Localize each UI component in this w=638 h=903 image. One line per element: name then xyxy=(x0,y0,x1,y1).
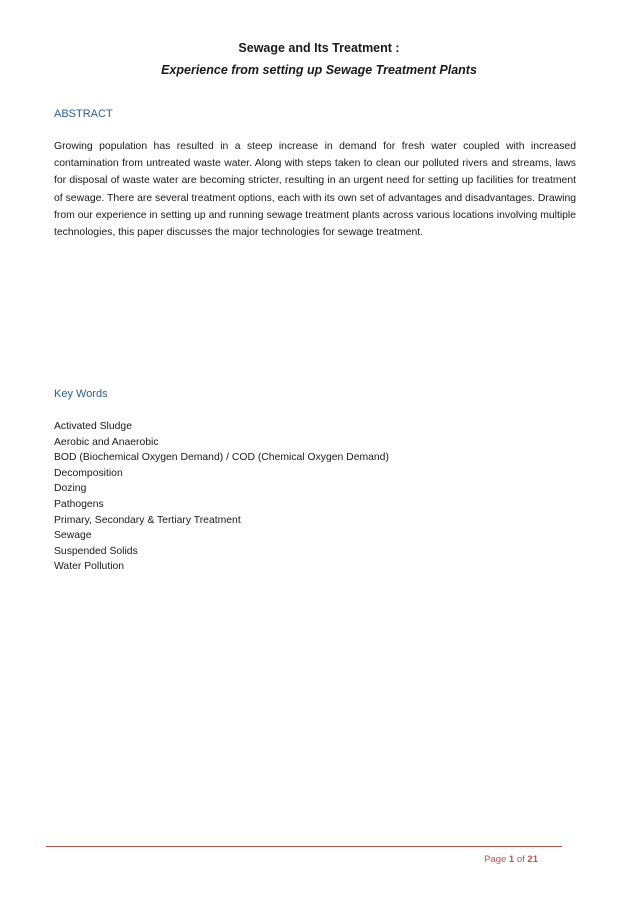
keyword-item: Sewage xyxy=(54,530,92,542)
abstract-body: Growing population has resulted in a steep increase in demand for fresh water coupled with increased contamination from untreated waste water. Along with steps taken to clean our polluted rivers and streams, laws for disposal of waste water are becoming stricter, resulting in an urgent need for setting up facilities for treatment of sewage. There are several treatment options, each with its own set of advantages and disadvantages. Drawing from our experience in setting up and running sewage treatment plants across various locations involving multiple technologies, this paper discusses the major technologies for sewage treatment. xyxy=(54,141,576,239)
page-title: Sewage and Its Treatment : xyxy=(238,41,400,55)
keyword-item: Water Pollution xyxy=(54,561,125,573)
abstract-heading: ABSTRACT xyxy=(54,108,113,120)
keyword-item: Suspended Solids xyxy=(54,545,138,557)
keyword-item: BOD (Biochemical Oxygen Demand) / COD (Chemical Oxygen Demand) xyxy=(54,452,389,464)
keyword-item: Pathogens xyxy=(54,498,104,510)
keyword-item: Decomposition xyxy=(54,467,123,479)
page-total: 21 xyxy=(527,854,538,865)
keyword-item: Primary, Secondary & Tertiary Treatment xyxy=(54,514,241,526)
page-of: of xyxy=(516,854,525,865)
page-current: 1 xyxy=(508,854,515,865)
page-number xyxy=(484,854,538,866)
keywords-heading: Key Words xyxy=(54,388,108,400)
page-prefix: Page xyxy=(484,854,507,865)
footer-divider xyxy=(46,846,562,847)
title-block xyxy=(54,40,584,78)
page-subtitle: Experience from setting up Sewage Treatment Plants xyxy=(161,63,477,77)
keywords-list xyxy=(54,419,389,575)
keyword-item: Aerobic and Anaerobic xyxy=(54,436,159,448)
keyword-item: Activated Sludge xyxy=(54,421,132,432)
keyword-item: Dozing xyxy=(54,483,87,495)
